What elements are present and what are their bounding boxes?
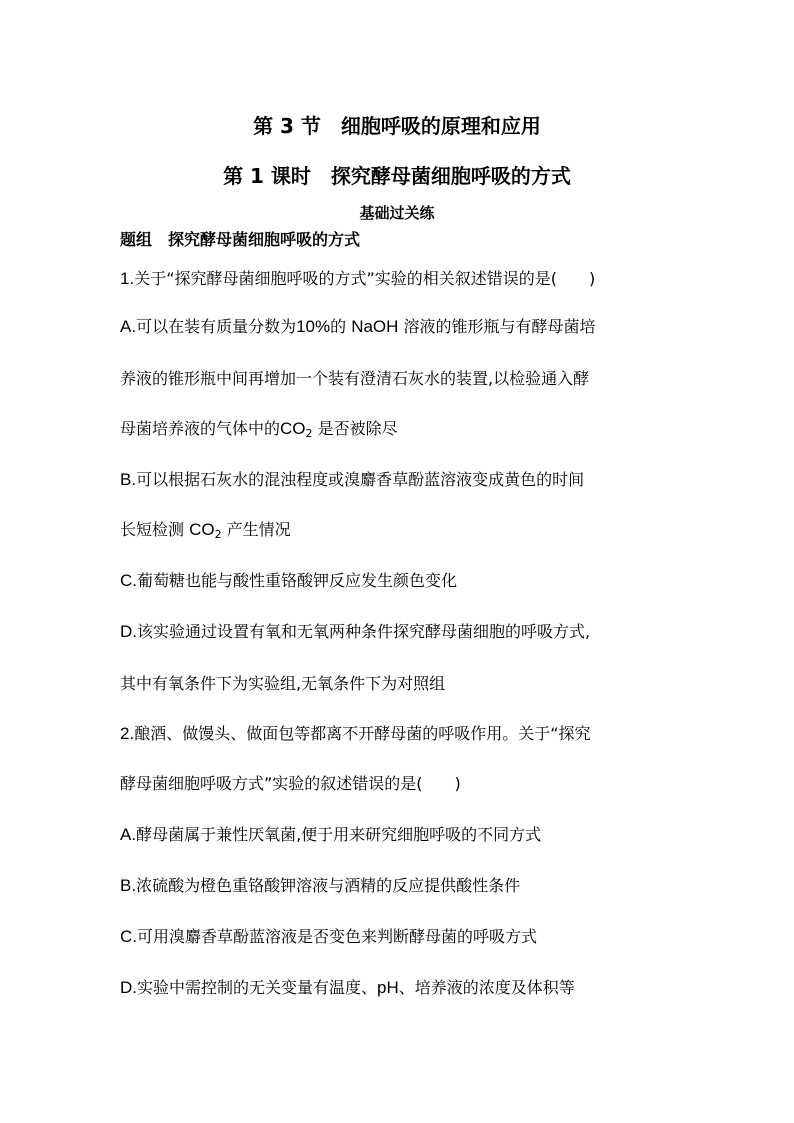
- option-label: B.: [120, 876, 137, 895]
- chem-formula: CO: [280, 419, 306, 438]
- q1-option-a-line3: [120, 416, 398, 440]
- section-title: 第 3 节 细胞呼吸的原理和应用: [253, 114, 541, 138]
- option-text: 酵母菌属于兼性厌氧菌,便于用来研究细胞呼吸的不同方式: [136, 825, 542, 844]
- option-text: 可以在装有质量分数为: [136, 317, 297, 336]
- q1-option-b-line2: [120, 517, 291, 541]
- option-text: 该实验通过设置有氧和无氧两种条件探究酵母菌细胞的呼吸方式,: [137, 622, 591, 641]
- chem-formula: NaOH: [351, 317, 399, 336]
- option-label: C.: [120, 927, 137, 946]
- question-1-stem: [120, 266, 595, 289]
- q1-option-d-line2: 其中有氧条件下为实验组,无氧条件下为对照组: [120, 674, 446, 693]
- q1-option-c: [120, 568, 457, 591]
- option-text: 葡萄糖也能与酸性重铬酸钾反应发生颜色变化: [137, 571, 458, 590]
- lesson-title: 第 1 课时 探究酵母菌细胞呼吸的方式: [223, 164, 571, 188]
- question-group-title: 题组 探究酵母菌细胞呼吸的方式: [120, 230, 361, 249]
- q1-option-b-line1: [120, 467, 584, 490]
- q1-option-a-line1: [120, 314, 596, 337]
- option-text: 实验中需控制的无关变量有温度、: [137, 978, 378, 997]
- question-number: 2.: [120, 724, 135, 743]
- q2-option-a: [120, 822, 541, 845]
- option-label: A.: [120, 317, 137, 336]
- option-text: 母菌培养液的气体中的: [120, 419, 281, 438]
- q2-option-d: [120, 975, 575, 998]
- option-text: 浓硫酸为橙色重铬酸钾溶液与酒精的反应提供酸性条件: [136, 876, 521, 895]
- option-text: 长短检测: [120, 520, 190, 539]
- ph-term: pH: [377, 978, 399, 997]
- chem-subscript: 2: [305, 427, 313, 440]
- percent-value: 10%: [296, 317, 331, 336]
- option-text: 可用溴麝香草酚蓝溶液是否变色来判断酵母菌的呼吸方式: [137, 927, 538, 946]
- option-text: 的: [330, 317, 352, 336]
- option-label: D.: [120, 622, 137, 641]
- option-text: 、培养液的浓度及体积等: [398, 978, 575, 997]
- q2-option-b: [120, 873, 520, 896]
- option-text: 溶液的锥形瓶与有酵母菌培: [398, 317, 596, 336]
- option-text: 是否被除尽: [312, 419, 398, 438]
- option-label: B.: [120, 470, 137, 489]
- q1-option-d-line1: [120, 619, 590, 642]
- question-2-stem-line2: 酵母菌细胞呼吸方式”实验的叙述错误的是( ): [120, 774, 461, 793]
- option-label: A.: [120, 825, 137, 844]
- q2-option-c: [120, 924, 537, 947]
- question-text: 关于“探究酵母菌细胞呼吸的方式”实验的相关叙述错误的是( ): [134, 269, 596, 288]
- chem-formula: CO: [189, 520, 215, 539]
- option-text: 可以根据石灰水的混浊程度或溴麝香草酚蓝溶液变成黄色的时间: [136, 470, 585, 489]
- chem-subscript: 2: [214, 528, 222, 541]
- option-text: 产生情况: [221, 520, 291, 539]
- question-number: 1.: [120, 269, 135, 288]
- option-label: C.: [120, 571, 137, 590]
- q1-option-a-line2: 养液的锥形瓶中间再增加一个装有澄清石灰水的装置,以检验通入酵: [120, 369, 590, 388]
- exercise-subtitle: 基础过关练: [359, 204, 435, 222]
- question-text: 酿酒、做馒头、做面包等都离不开酵母菌的呼吸作用。关于“探究: [134, 724, 591, 743]
- question-2-stem-line1: [120, 721, 590, 744]
- option-label: D.: [120, 978, 137, 997]
